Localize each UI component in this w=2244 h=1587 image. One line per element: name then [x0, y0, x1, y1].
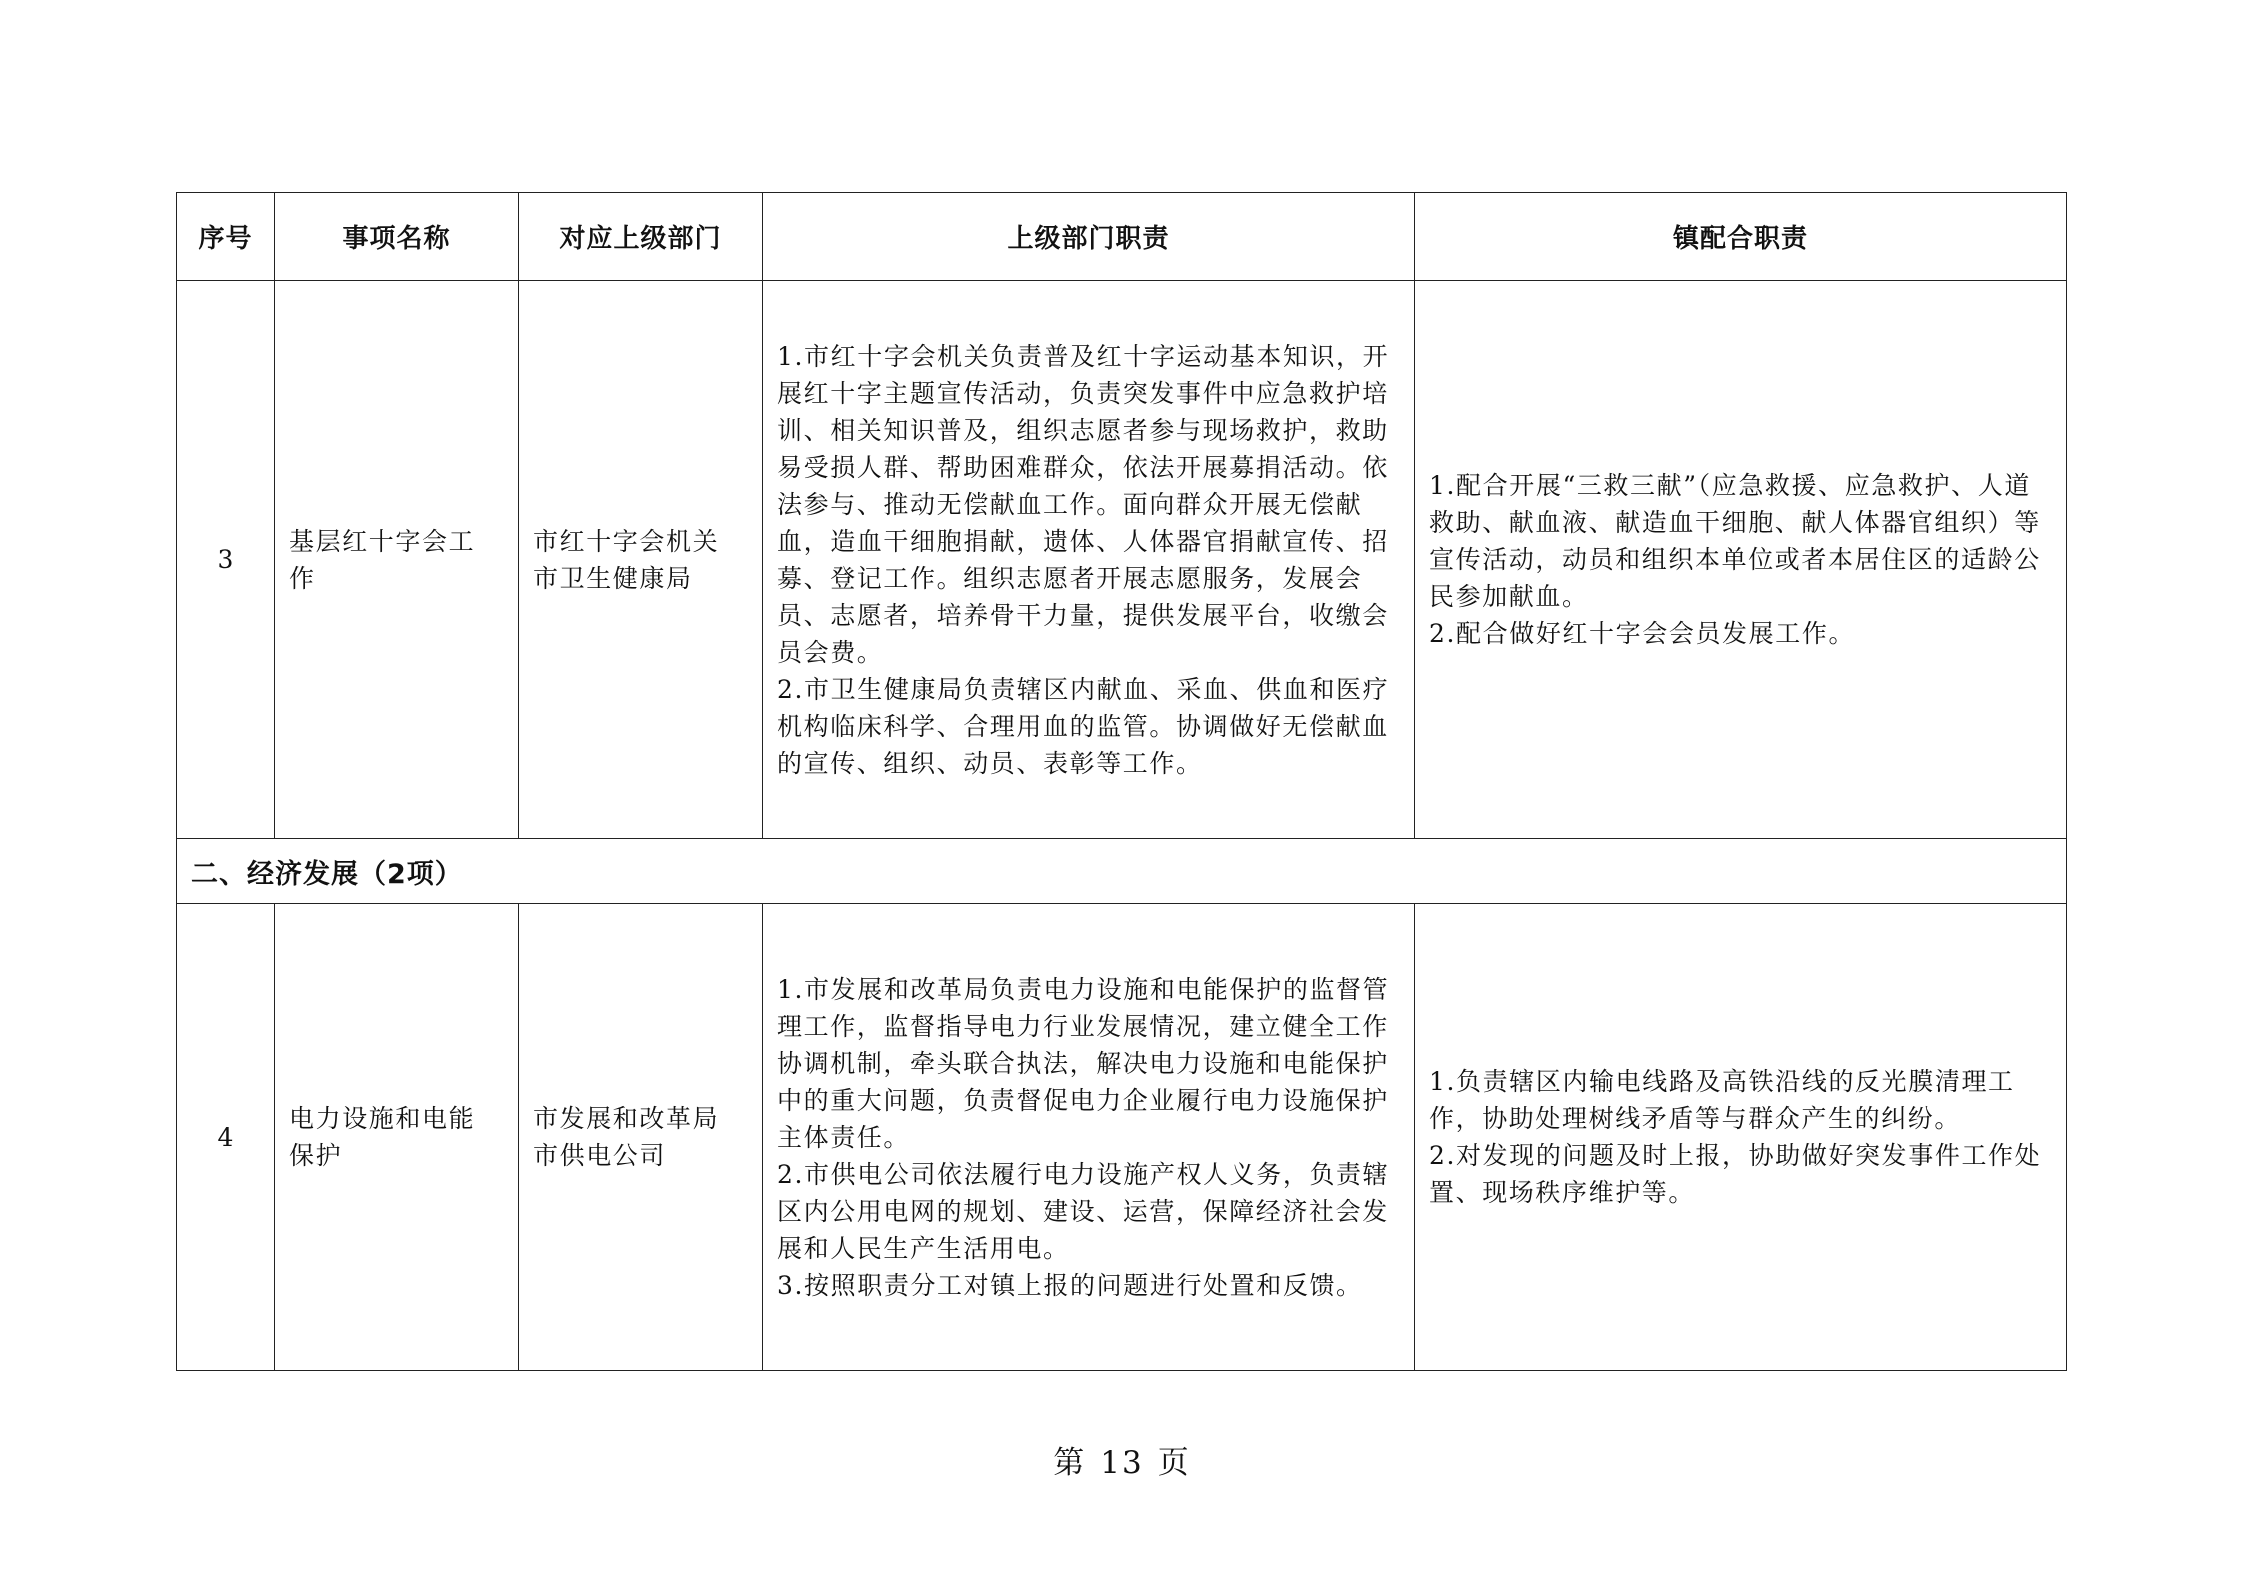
page-suffix: 页: [1157, 1445, 1191, 1481]
upper-duty-paragraph: 2.市卫生健康局负责辖区内献血、采血、供血和医疗机构临床科学、合理用血的监管。协调做好无偿献血的宣传、组织、动员、表彰等工作。: [777, 674, 1390, 778]
upper-duty-paragraph: 3.按照职责分工对镇上报的问题进行处置和反馈。: [777, 1270, 1363, 1300]
header-seq: 序号: [177, 193, 275, 281]
row-upper-duty: [763, 281, 1415, 839]
town-duty-paragraph: 1.负责辖区内输电线路及高铁沿线的反光膜清理工作，协助处理树线矛盾等与群众产生的纠纷。: [1429, 1067, 2015, 1133]
row-item-name: 电力设施和电能 保护: [275, 904, 519, 1371]
header-upper-duty: 上级部门职责: [763, 193, 1415, 281]
page-number: 13: [1100, 1445, 1144, 1481]
header-town-duty: 镇配合职责: [1415, 193, 2067, 281]
section-title: 二、经济发展（2项）: [177, 839, 2067, 904]
row-seq: 3: [177, 281, 275, 839]
page-footer: [0, 1437, 2244, 1482]
row-upper-dept: 市红十字会机关 市卫生健康局: [519, 281, 763, 839]
upper-duty-paragraph: 1.市发展和改革局负责电力设施和电能保护的监督管理工作，监督指导电力行业发展情况，建立健全工作协调机制，牵头联合执法，解决电力设施和电能保护中的重大问题，负责督促电力企业履行电力设施保护主体责任。: [777, 974, 1390, 1152]
header-item-name: 事项名称: [275, 193, 519, 281]
table-row: [177, 904, 2067, 1371]
row-item-name: 基层红十字会工 作: [275, 281, 519, 839]
row-town-duty: [1415, 281, 2067, 839]
town-duty-paragraph: 2.对发现的问题及时上报，协助做好突发事件工作处置、现场秩序维护等。: [1429, 1141, 2042, 1207]
upper-duty-paragraph: 1.市红十字会机关负责普及红十字运动基本知识，开展红十字主题宣传活动，负责突发事件中应急救护培训、相关知识普及，组织志愿者参与现场救护，救助易受损人群、帮助困难群众，依法开展募捐活动。依法参与、推动无偿献血工作。面向群众开展无偿献血，造血干细胞捐献，遗体、人体器官捐献宣传、招募、登记工作。组织志愿者开展志愿服务，发展会员、志愿者，培养骨干力量，提供发展平台，收缴会员会费。: [777, 341, 1390, 667]
town-duty-paragraph: 1.配合开展“三救三献”（应急救援、应急救护、人道救助、献血液、献造血干细胞、献人体器官组织）等宣传活动，动员和组织本单位或者本居住区的适龄公民参加献血。: [1429, 471, 2041, 611]
upper-duty-paragraph: 2.市供电公司依法履行电力设施产权人义务，负责辖区内公用电网的规划、建设、运营，保障经济社会发展和人民生产生活用电。: [777, 1159, 1390, 1263]
row-upper-dept: 市发展和改革局 市供电公司: [519, 904, 763, 1371]
section-row: [177, 839, 2067, 904]
page-prefix: 第: [1053, 1445, 1087, 1481]
town-duty-paragraph: 2.配合做好红十字会会员发展工作。: [1429, 619, 1856, 648]
row-upper-duty: [763, 904, 1415, 1371]
table-header-row: [177, 193, 2067, 281]
row-town-duty: [1415, 904, 2067, 1371]
table-row: [177, 281, 2067, 839]
duty-table: [176, 192, 2067, 1371]
header-upper-dept: 对应上级部门: [519, 193, 763, 281]
row-seq: 4: [177, 904, 275, 1371]
